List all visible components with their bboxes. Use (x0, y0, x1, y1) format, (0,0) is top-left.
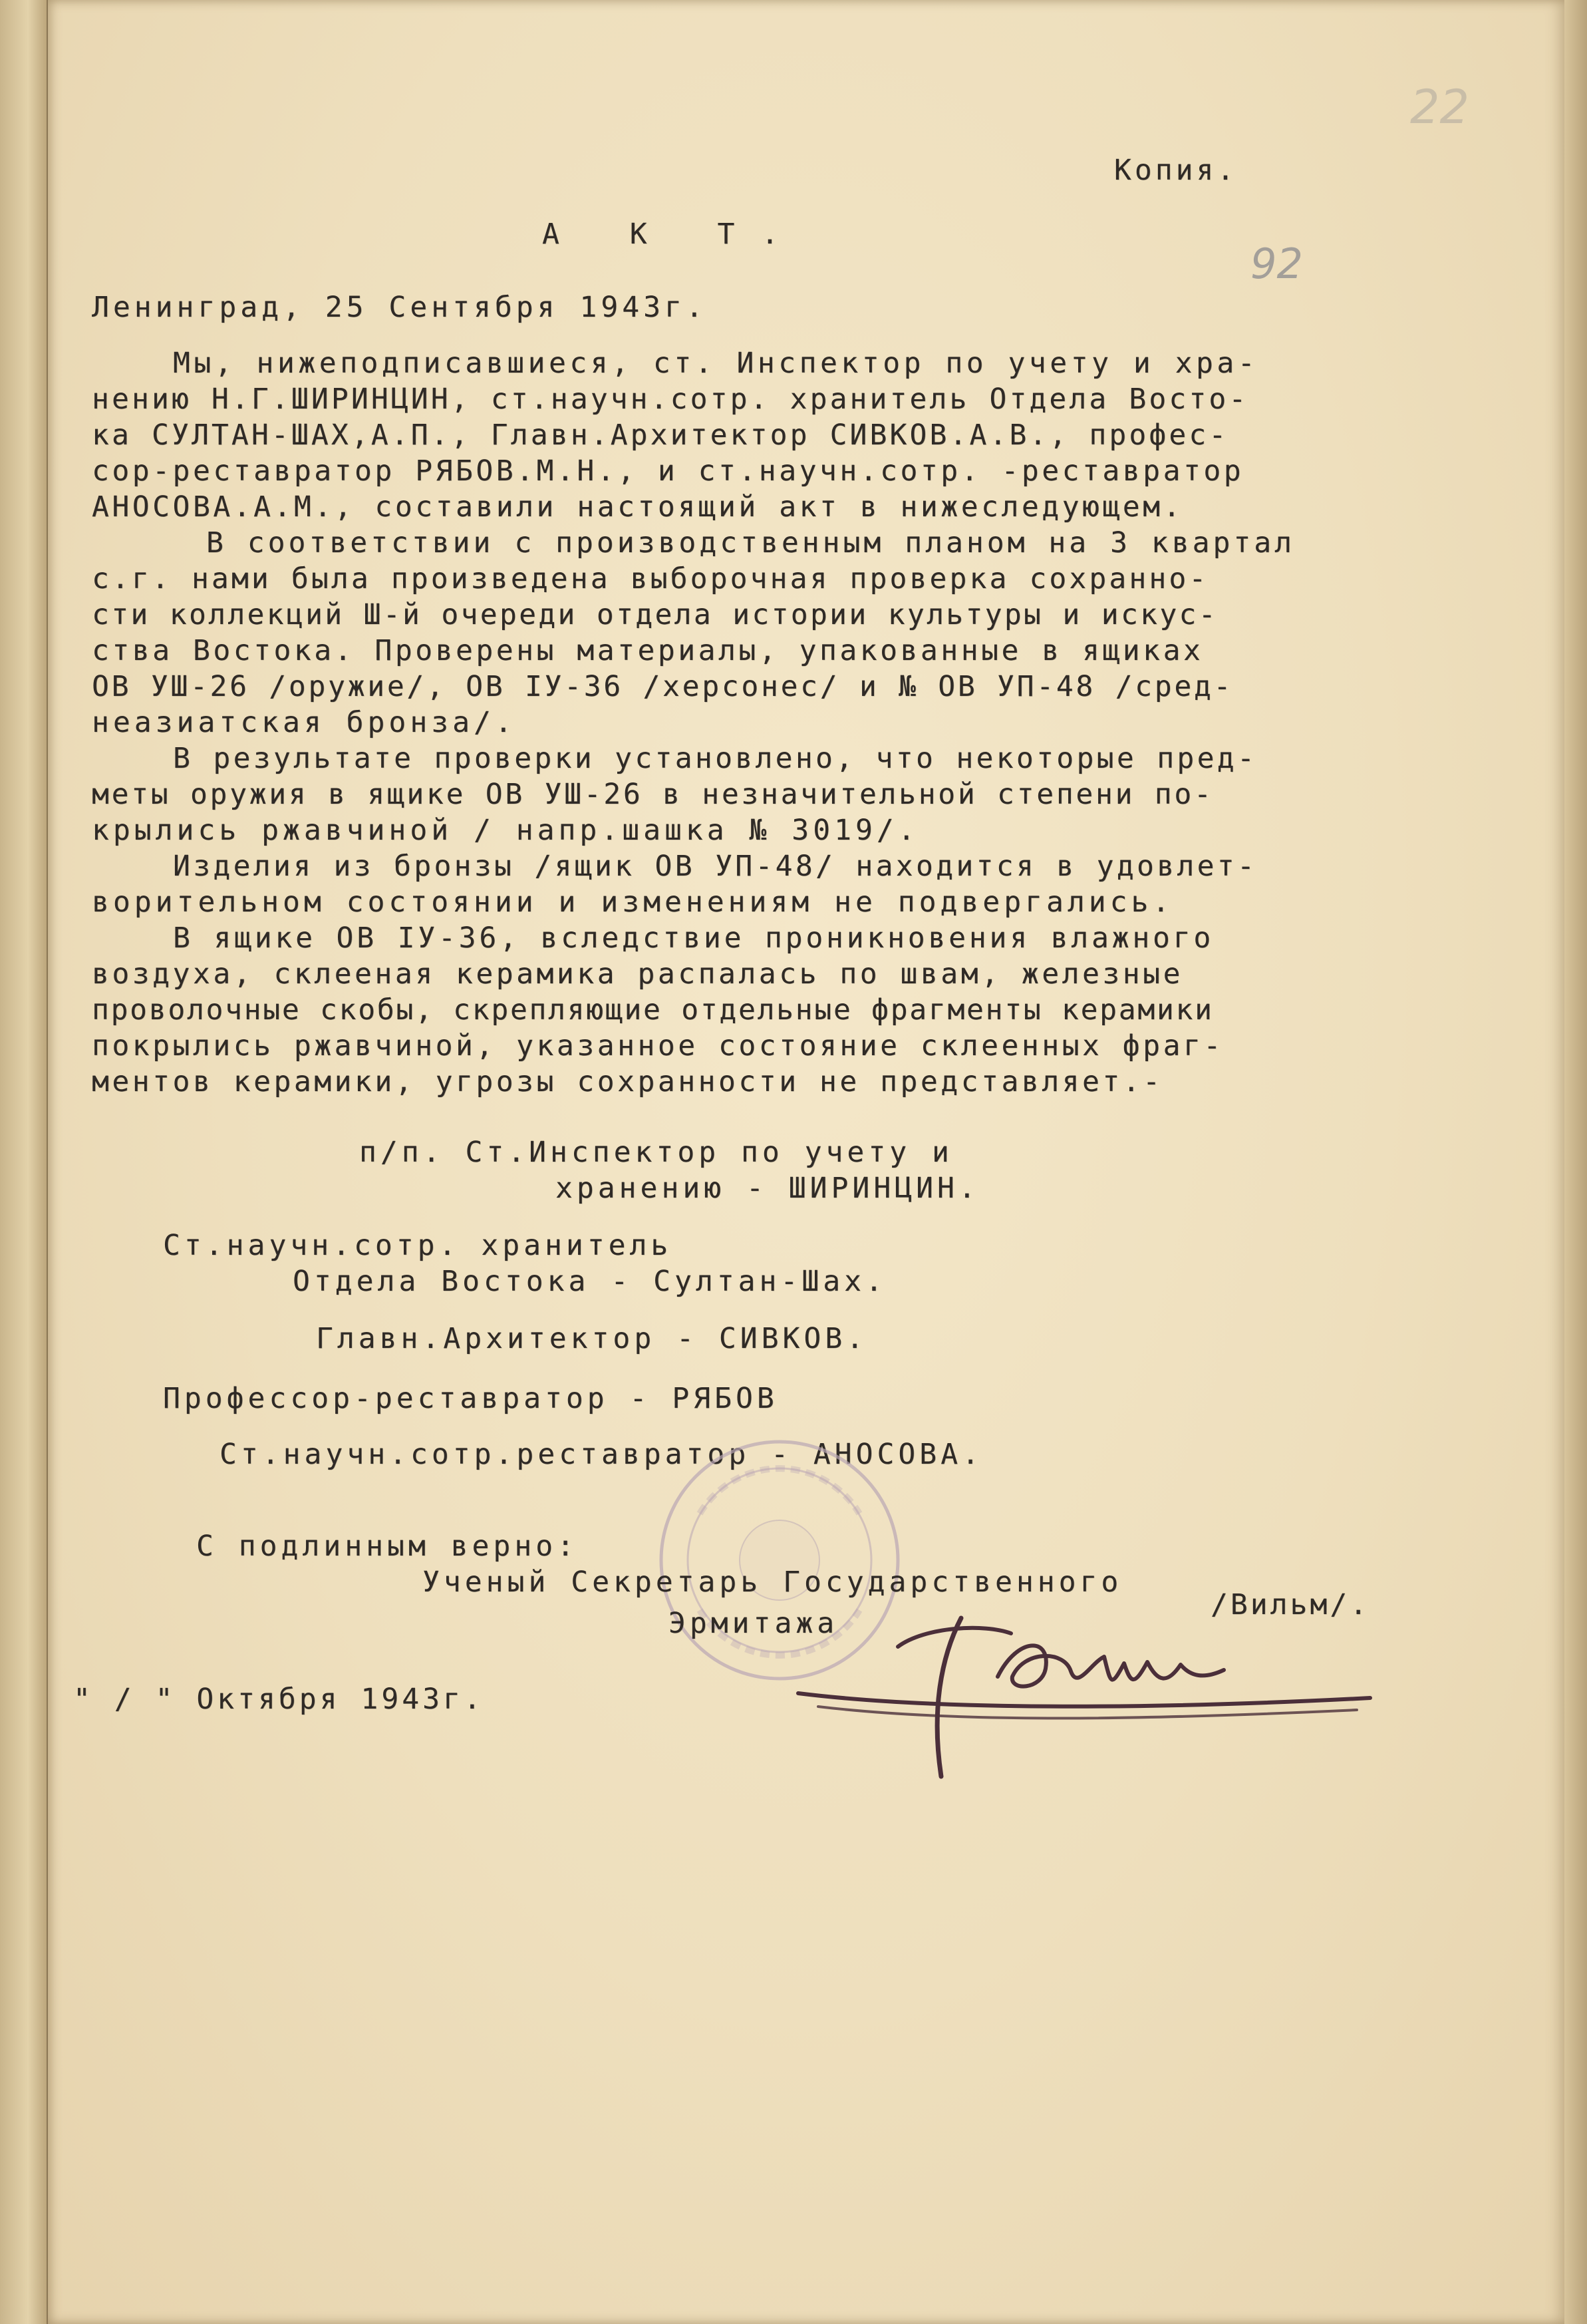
signature-line: Профессор-реставратор - РЯБОВ (163, 1382, 778, 1415)
body-line: В ящике ОВ IУ-36, вследствие проникновения влажного (173, 921, 1215, 955)
body-line: ства Востока. Проверены материалы, упакованные в ящиках (92, 634, 1204, 667)
certification-line: Эрмитажа (668, 1607, 839, 1640)
document-title: А К Т. (542, 218, 805, 251)
handwritten-signature (798, 1610, 1397, 1783)
body-line: воздуха, склееная керамика распалась по швам, железные (92, 957, 1183, 991)
faint-pencil-number: 22 (1410, 80, 1470, 134)
body-line: проволочные скобы, скрепляющие отдельные фрагменты керамики (92, 993, 1214, 1027)
certification-line: С подлинным верно: (196, 1530, 578, 1563)
signature-line: Главн.Архитектор - СИВКОВ. (316, 1322, 868, 1355)
body-line: нению Н.Г.ШИРИНЦИН, ст.научн.сотр. хранитель Отдела Восто- (92, 383, 1249, 416)
body-line: ментов керамики, угрозы сохранности не представляет.- (92, 1065, 1163, 1098)
body-line: неазиатская бронза/. (92, 706, 516, 739)
body-line: В результате проверки установлено, что некоторые пред- (173, 742, 1258, 775)
body-line: покрылись ржавчиной, указанное состояние склеенных фраг- (92, 1029, 1224, 1063)
adjacent-page-edge (0, 0, 49, 2324)
signature-line: п/п. Ст.Инспектор по учету и (359, 1136, 953, 1169)
sheet-number: 92 (1250, 240, 1303, 288)
body-line: АНОСОВА.А.М., составили настоящий акт в нижеследующем. (92, 490, 1183, 524)
signature-line: Ст.научн.сотр. хранитель (163, 1229, 672, 1262)
body-line: сти коллекций Ш-й очереди отдела истории культуры и искус- (92, 598, 1218, 631)
certifier-name: /Вильм/. (1211, 1588, 1370, 1621)
body-line: крылись ржавчиной / напр.шашка № 3019/. (92, 814, 919, 847)
body-line: меты оружия в ящике ОВ УШ-26 в незначительной степени по- (92, 778, 1214, 811)
certification-date: " / " Октября 1943г. (73, 1683, 484, 1716)
page-edge-right (1564, 0, 1587, 2324)
body-line: ОВ УШ-26 /оружие/, ОВ IУ-36 /херсонес/ и № ОВ УП-48 /сред- (92, 670, 1234, 703)
signature-line: Ст.научн.сотр.реставратор - АНОСОВА. (219, 1438, 983, 1471)
body-line: В соответствии с производственным планом на 3 квартал (206, 526, 1296, 560)
certification-line: Ученый Секретарь Государственного (422, 1566, 1123, 1599)
body-line: ворительном состоянии и изменениям не подвергались. (92, 886, 1174, 919)
copy-mark: Копия. (1114, 154, 1238, 187)
body-line: сор-реставратор РЯБОВ.М.Н., и ст.научн.сотр. -реставратор (92, 454, 1244, 488)
signature-line: Отдела Востока - Султан-Шах. (293, 1265, 887, 1298)
body-line: с.г. нами была произведена выборочная проверка сохранно- (92, 562, 1209, 595)
body-line: ка СУЛТАН-ШАХ,А.П., Главн.Архитектор СИВКОВ.А.В., профес- (92, 418, 1229, 452)
place-date: Ленинград, 25 Сентября 1943г. (92, 291, 707, 324)
body-line: Изделия из бронзы /ящик ОВ УП-48/ находится в удовлет- (173, 850, 1258, 883)
signature-line: хранению - ШИРИНЦИН. (555, 1172, 980, 1205)
body-line: Мы, нижеподписавшиеся, ст. Инспектор по учету и хра- (173, 347, 1259, 380)
